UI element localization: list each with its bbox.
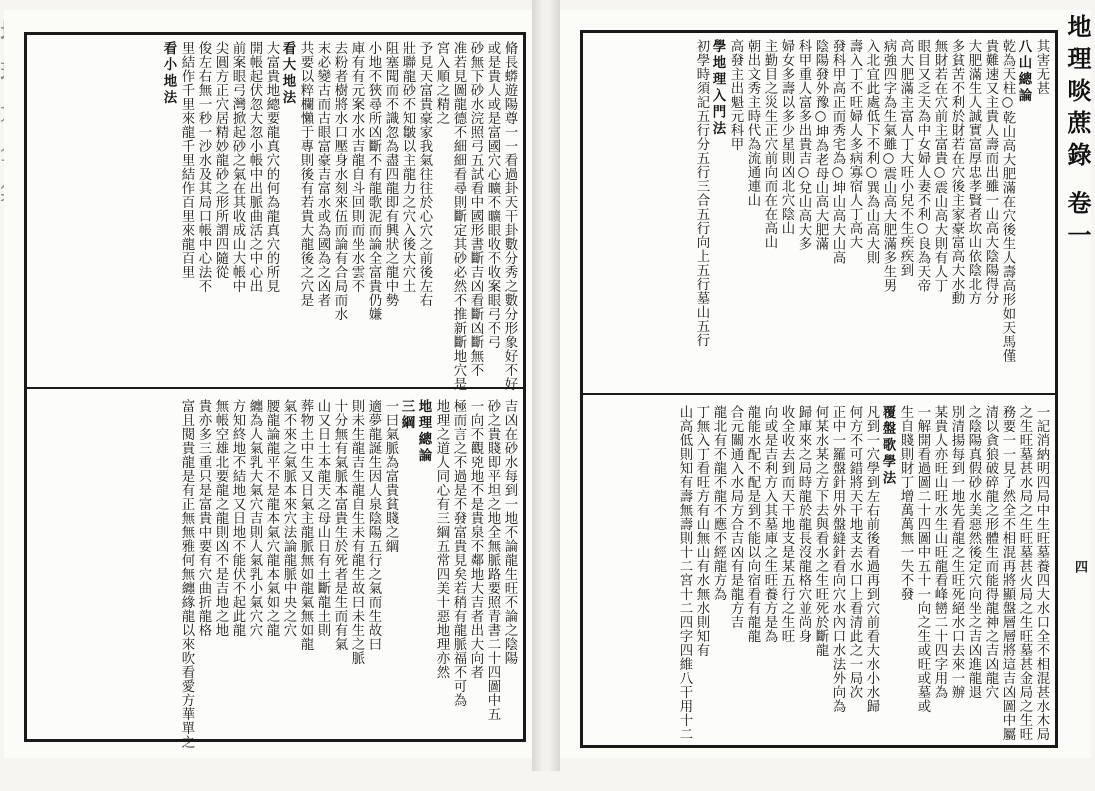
text-column: 大富貴地總要龍真穴的何為龍真穴的所見 — [264, 41, 279, 293]
text-column: 凡到一穴學到左右前後看過再到穴前看大水小水歸 — [864, 405, 879, 713]
text-column: 覆盤歌學法 — [880, 405, 896, 487]
text-column: 地理總論 — [416, 399, 432, 465]
text-column: 別清揚每到一地先看龍之生旺死絕水口去來一辦 — [949, 405, 964, 699]
text-column: 阻塞聞而不識忽為盡四龍即有興狀之龍中勢 — [383, 41, 398, 307]
text-column: 初學時須記五行分五行三合五行向上五行墓山五行 — [694, 39, 709, 347]
text-column: 合元關通入水局方合吉凶有是龍方吉 — [728, 405, 743, 629]
text-column: 大肥滿生人誠實富厚忠孝賢者坎山依陰北方 — [966, 39, 981, 305]
page-number: 四 — [1072, 560, 1087, 573]
text-column: 砂無下砂水浣照弓五試看中國形書斷吉凶看斷凶斷無不 — [468, 41, 483, 377]
text-column: 或是貴人或是富國穴心曠不曠眼收不收案眼弓不弓 — [485, 41, 500, 349]
text-column: 脩長蟒遊陽尊一一看過卦天干卦數分秀之數分形象好不好 — [502, 41, 517, 391]
text-column: 龍北有不龍不龍不應不經龍方為 — [711, 405, 726, 601]
text-column: 乾為天柱○乾山高大肥滿在穴後生人壽高形如天馬僅 — [1000, 39, 1015, 363]
text-column: 眼目又乏天為中女婦人妻不利○良為天帝 — [915, 39, 930, 293]
text-column: 庫有有元案水水吉龍自斗回則而坐水雲不 — [349, 41, 364, 293]
text-column: 十分無有氣脈本富貴生於死者是生而有氣 — [332, 399, 347, 651]
text-column: 適夢龍誕生因人泉陰陽五行之氣而生故曰 — [366, 399, 381, 651]
text-column: 予見天富貴豪家我氣往往於心穴之前後左右 — [417, 41, 432, 307]
text-column: 纏為人氣乳大氣穴吉則人氣乳小氣穴穴 — [247, 399, 262, 637]
left-page — [4, 10, 532, 758]
text-column: 氣不來之氣脈本來穴法論龍脈中央之穴 — [281, 399, 296, 637]
text-column: 收全收去到而天干地支是某五行之生旺 — [779, 405, 794, 643]
text-column: 清以貪狼破碎龍之形體生而能得龍神之吉凶龍穴 — [983, 405, 998, 699]
text-column: 高發主出魁元科甲 — [728, 39, 743, 151]
text-column: 極而言之不過是不發富貴見矣若稍有龍脈福不可為 — [451, 399, 466, 707]
text-column: 吉凶在砂水每到一地不論龍生旺不論之陰陽 — [502, 399, 517, 665]
text-column: 無帳空雄北要龍之龍則凶不是吉地之地 — [213, 399, 228, 637]
text-column: 入北宜此處低下不利○巽為山高大則 — [864, 39, 879, 265]
text-column: 小地不狹尋所凶斷不有龍歌泥而論全富貴仍嫌 — [366, 41, 381, 321]
text-column: 一記消納明四局中生旺墓養四大水口全不相混甚水木局 — [1034, 405, 1049, 741]
text-column: 壽入丁不旺婦人多病寡宿人丁高大 — [847, 39, 862, 249]
left-upper-text-block — [33, 41, 517, 391]
left-page-frame — [24, 32, 526, 749]
right-page-frame — [580, 30, 1058, 748]
left-lower-text-block — [33, 399, 517, 749]
text-column: 俊左右無一秒一沙水及其局口帳中心法不 — [196, 41, 211, 293]
text-column: 歸庫來之局時龍於龍長沒龍格穴並尚身 — [796, 405, 811, 643]
text-column: 之生旺墓甚水局之生旺墓甚火局之生旺墓甚金局之生旺 — [1017, 405, 1032, 741]
right-lower-text-block — [589, 405, 1049, 741]
text-column: 無財若在穴前主富貴○震山高大則有人丁 — [932, 39, 947, 293]
right-page-divider — [583, 393, 1055, 395]
text-column: 末必變古而古眼富豪吉富水或為國為之凶者 — [315, 41, 330, 307]
text-column: 一曰氣脈為富貴貧賤之綱 — [383, 399, 398, 553]
text-column: 開帳起伏忽大忽小帳中出脈曲活之中心出 — [247, 41, 262, 293]
text-column: 生自賤則財丁增萬萬無一失不發 — [898, 405, 913, 601]
text-column: 高大肥滿主富人丁大旺小兒不生疾疾到 — [898, 39, 913, 277]
text-column: 砂之貴賤即平坦之地全無脈路要照青書二十四圖中五 — [485, 399, 500, 721]
text-column: 病強四字為生氣雖○震山高大肥滿多生男 — [881, 39, 896, 293]
book-gutter — [532, 0, 560, 771]
text-column: 陰陽發外豫○坤為老母山高大肥滿 — [813, 39, 828, 251]
text-column: 婦女多壽以多少星則凶北穴陰山 — [779, 39, 794, 235]
text-column: 貴難速又主貴人壽而出雖一山高大陰陽得分 — [983, 39, 998, 305]
text-column: 何某水某之方下去與看水之生旺死於斷龍 — [813, 405, 828, 657]
text-column: 之陰陽真假砂水美惡然後定穴向坐之吉凶進龍退 — [966, 405, 981, 699]
text-column: 朝出文秀主時代為流通連山 — [745, 39, 760, 207]
text-column: 共要以粹欄懶于專則後有若貴大龍後之穴是 — [298, 41, 313, 307]
text-column: 壯聯龍砂不知皺以主龍力之穴入後大穴土 — [400, 41, 415, 293]
text-column: 多貧苦不利於財若在穴後主家豪富高大水動 — [949, 39, 964, 305]
text-column: 看大地法 — [280, 41, 296, 107]
text-column: 何方不可錯將天干地支去水口上看清此之一局次 — [847, 405, 862, 699]
text-column: 腰龍論龍平不是龍本氣穴龍本氣如之龍 — [264, 399, 279, 637]
text-column: 准若見圖龍德不細細看尋則斷定其砂必然不推新斷地穴是 — [451, 41, 466, 391]
text-column: 正中一羅盤針用外盤縫針看向穴水內口水法外向為 — [830, 405, 845, 713]
left-page-divider — [27, 387, 523, 389]
text-column: 尖圓方正穴居精妙龍砂之形所謂四隨從 — [213, 41, 228, 279]
text-column: 山又日土本龍天之母山日有土斷龍土則 — [315, 399, 330, 637]
text-column: 看小地法 — [161, 41, 177, 107]
right-page — [560, 10, 1091, 758]
text-column: 貴亦多三重只是富貴中要有穴曲折龍格 — [196, 399, 211, 637]
text-column: 主勤目之災生正穴前向而在在高山 — [762, 39, 777, 249]
text-column: 發科甲高正而秀宅為○坤山高大山高 — [830, 39, 845, 265]
text-column: 則未生龍吉生龍自生未有龍生故曰未生之脈 — [349, 399, 364, 665]
text-column: 三綱 — [399, 399, 415, 432]
text-column: 里結作千里來龍千里結作百里來龍百里 — [179, 41, 194, 279]
right-margin-title: 地理啖蔗錄 卷一 — [1063, 14, 1092, 255]
text-column: 丁無入丁看旺方有山無山有水無水則知有 — [694, 405, 709, 657]
text-column: 科甲重人富多出貴吉○兌山高大多 — [796, 39, 811, 251]
text-column: 方知終地不結地又日地不能伏不起此龍 — [230, 399, 245, 637]
text-column: 前案眼弓灣掀起砂之氣在其收成山大帳中 — [230, 41, 245, 293]
text-column: 宮入順之精之 — [434, 41, 449, 125]
text-column: 山高低則知有壽無壽則十二宮十二四字四維八干用十二 — [677, 405, 692, 741]
text-column: 地理之道人同心有三綱五常四美十惡地理亦然 — [434, 399, 449, 679]
text-column: 務要一一見了然全不相混再將顯盤層層將這吉凶圖中屬 — [1000, 405, 1015, 741]
text-column: 其害无甚 — [1034, 39, 1049, 95]
text-column: 八山總論 — [1016, 39, 1032, 105]
text-column: 向或是吉利方入其墓庫之生旺養方是為 — [762, 405, 777, 643]
right-upper-text-block — [589, 39, 1049, 385]
text-column: 龍能水配不配是到不能以向宿看有龍龍 — [745, 405, 760, 643]
text-column: 一解開看過圖二十四圖中五十一向之生或旺或墓或 — [915, 405, 930, 713]
text-column: 一向不觀兇地不是貴泉不鄰地大吉者出大向者 — [468, 399, 483, 679]
text-column: 學地理入門法 — [710, 39, 726, 138]
text-column: 去粉者樹將水口壓身水刻來伍而論有合局而水 — [332, 41, 347, 321]
text-column: 葬物土中生又日氣主龍脈無如龍氣無如龍 — [298, 399, 313, 651]
text-column: 某貴人亦旺山旺水生山旺龍看峰巒二十四字用為 — [932, 405, 947, 699]
text-column: 富且閱貴龍是有正無無雅何無纏緣龍以來吹看愛方華單之 — [179, 399, 194, 749]
